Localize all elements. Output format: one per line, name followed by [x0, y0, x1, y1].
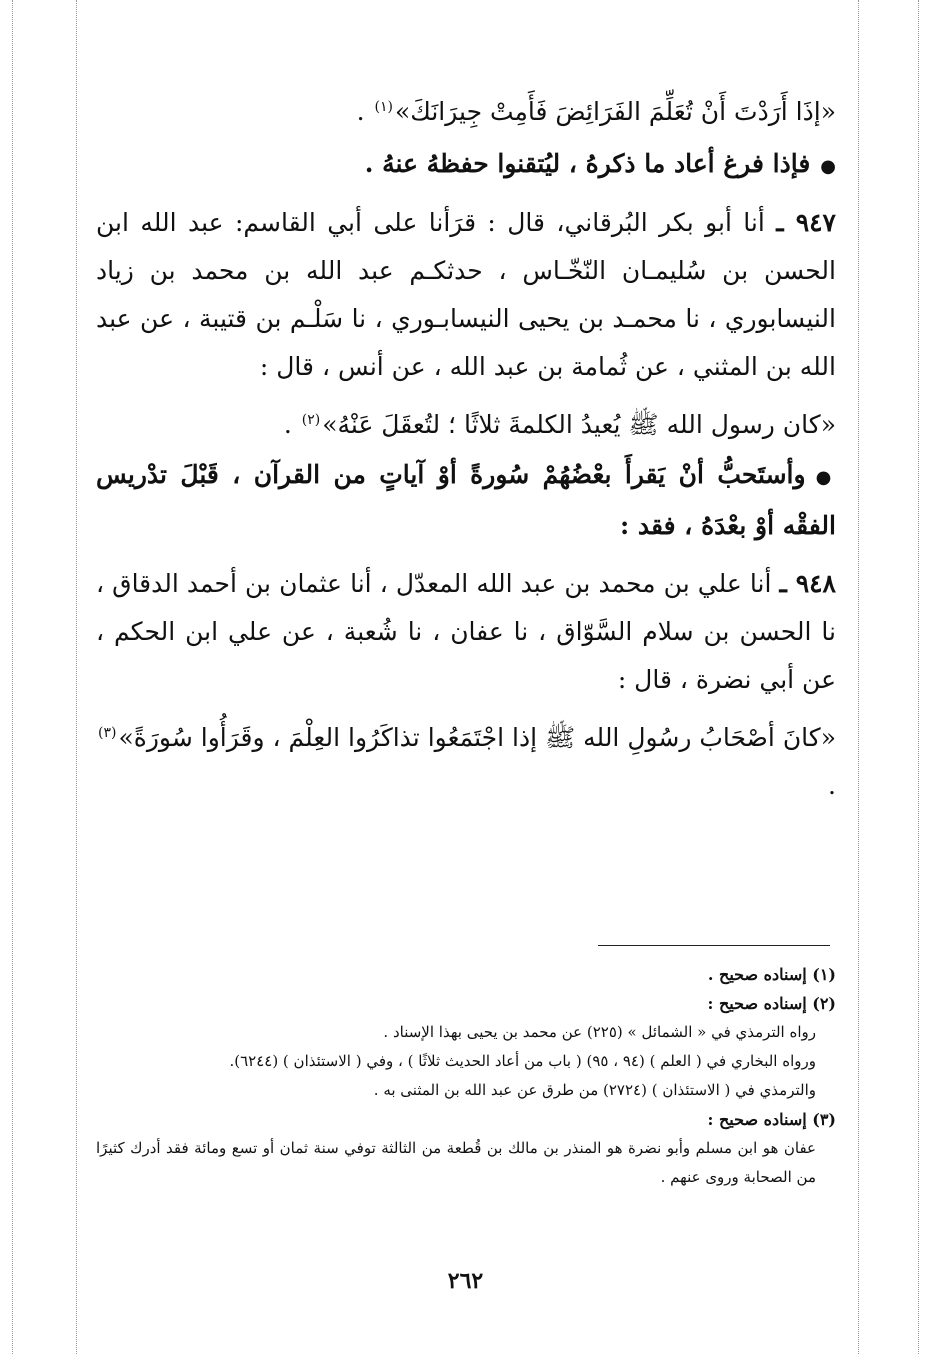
bullet-text: وأستَحبُّ أنْ يَقرأَ بعْضُهُمْ سُورةً أوْ آياتٍ من القرآن ، قَبْلَ تدْريس الفقْه أوْ بعْدَهُ ، فقد :: [96, 460, 836, 540]
footnote-2: (٢) إسناده صحيح :: [707, 994, 836, 1013]
quote-text: «كان رسول الله ﷺ يُعيدُ الكلمةَ ثلاثًا ؛ لتُعقَلَ عَنْهُ»: [322, 410, 836, 439]
bullet-icon: ●: [815, 467, 836, 488]
quote-line: [96, 88, 836, 136]
bullet-icon: ●: [820, 156, 836, 177]
bullet-paragraph: [96, 140, 836, 191]
footnote-separator: [598, 945, 830, 946]
quote-948: [96, 714, 836, 810]
quote-end: .: [283, 410, 300, 439]
hadith-chain: أنا أبو بكر البُرقاني، قال : قرَأنا على أبي القاسم: عبد الله ابن الحسن بن سُليمـان النّخّـاس ، حدثكـم عبد الله بن محمد بن زياد النيسابوري ، نا محمـد بن يحيى النيسابـوري ، نا سَلْـم بن قتيبة ، عن عبد الله بن المثني ، عن ثُمامة بن عبد الله ، عن أنس ، قال :: [96, 208, 836, 381]
page-number: ٢٦٢: [447, 1268, 484, 1294]
footnotes: [96, 960, 836, 1192]
hadith-number: ٩٤٧ ـ: [776, 208, 836, 237]
scan-margin-line: [76, 0, 77, 1354]
bullet-text: فإذا فرغ أعاد ما ذكرهُ ، ليُتقنوا حفظهُ عنهُ .: [364, 149, 811, 178]
main-text: [96, 88, 836, 810]
footnote-ref: (٢): [301, 411, 321, 428]
hadith-947: [96, 199, 836, 391]
quote-947: [96, 401, 836, 449]
footnote-2-line: رواه الترمذي في « الشمائل » (٢٢٥) عن محمد بن يحيى بهذا الإسناد .: [383, 1023, 816, 1041]
footnote-2-line: والترمذي في ( الاستئذان ) (٢٧٢٤) من طرق عن عبد الله بن المثنى به .: [373, 1081, 816, 1099]
quote-text: «كانَ أصْحَابُ رسُولِ الله ﷺ إذا اجْتَمَعُوا تذاكَرُوا العِلْمَ ، وقَرَأُوا سُورَةً»: [118, 723, 836, 752]
scan-margin-line: [858, 0, 859, 1354]
quote-text: «إذَا أَرَدْتَ أَنْ تُعَلِّمَ الفَرَائِضَ فَأَمِتْ جِيرَانَكَ»: [394, 97, 836, 126]
hadith-number: ٩٤٨ ـ: [779, 569, 836, 598]
hadith-chain: أنا علي بن محمد بن عبد الله المعدّل ، أنا عثمان بن أحمد الدقاق ، نا الحسن بن سلام السَّوّاق ، نا عفان ، نا شُعبة ، عن علي ابن الحكم ، عن أبي نضرة ، قال :: [96, 569, 836, 694]
quote-end: .: [828, 771, 836, 800]
footnote-1: (١) إسناده صحيح .: [707, 965, 836, 984]
footnote-ref: (٣): [98, 724, 117, 741]
footnote-3-line: عفان هو ابن مسلم وأبو نضرة هو المنذر بن مالك بن قُطعة من الثالثة توفي سنة ثمان أو تسع ومائة فقد أدرك كثيرًا من الصحابة وروى عنهم .: [96, 1139, 816, 1186]
scan-margin-line: [12, 0, 13, 1354]
footnote-2-line: ورواه البخاري في ( العلم ) (٩٤ ، ٩٥) ( باب من أعاد الحديث ثلاثًا ) ، وفي ( الاستئذان ) (٦٢٤٤).: [229, 1052, 816, 1070]
quote-end: .: [356, 97, 373, 126]
footnote-ref: (١): [374, 98, 393, 115]
footnote-3: (٣) إسناده صحيح :: [707, 1110, 836, 1129]
bullet-paragraph: [96, 451, 836, 550]
scan-margin-line: [918, 0, 919, 1354]
hadith-948: [96, 560, 836, 704]
